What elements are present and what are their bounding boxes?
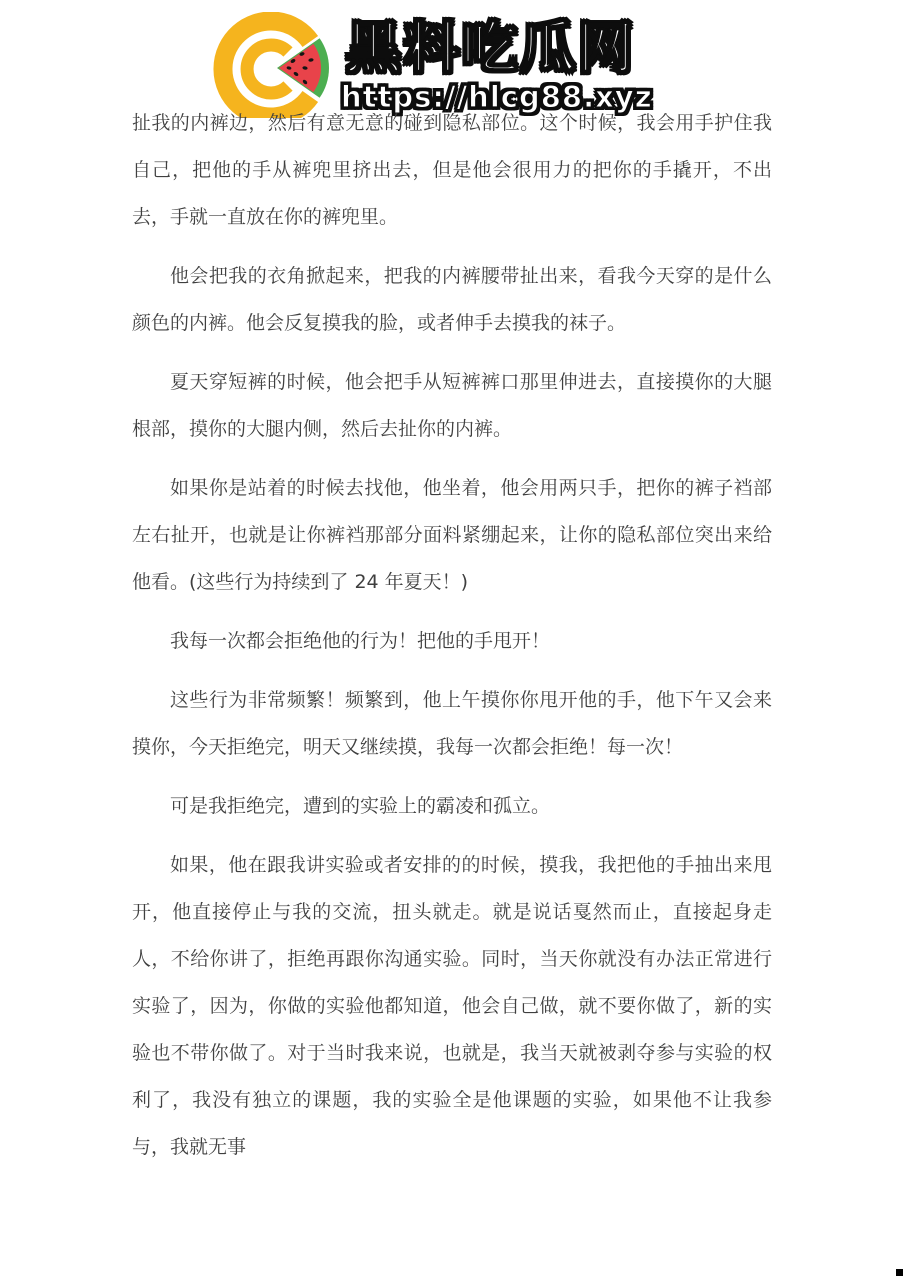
corner-artifact-dot — [896, 1269, 903, 1276]
paragraph: 可是我拒绝完，遭到的实验上的霸凌和孤立。 — [170, 795, 551, 817]
paragraph: 如果你是站着的时候去找他，他坐着，他会用两只手，把你的裤子裆部左右扯开，也就是让你裤裆那部分面料紧绷起来，让你的隐私部位突出来给他看。(这些行为持续到了 24 年夏天！) — [132, 477, 772, 593]
paragraph: 我每一次都会拒绝他的行为！把他的手甩开！ — [170, 630, 551, 652]
paragraph: 他会把我的衣角掀起来，把我的内裤腰带扯出来，看我今天穿的是什么颜色的内裤。他会反复摸我的脸，或者伸手去摸我的袜子。 — [132, 265, 772, 334]
site-url-text: https://hlcg88.xyz — [341, 80, 653, 114]
paragraph: 夏天穿短裤的时候，他会把手从短裤裤口那里伸进去，直接摸你的大腿根部，摸你的大腿内侧，然后去扯你的内裤。 — [132, 371, 772, 440]
paragraph: 如果，他在跟我讲实验或者安排的的时候，摸我，我把他的手抽出来甩开，他直接停止与我的交流，扭头就走。就是说话戛然而止，直接起身走人，不给你讲了，拒绝再跟你沟通实验。同时，当天你就没有办法正常进行实验了，因为，你做的实验他都知道，他会自己做，就不要你做了，新的实验也不带你做了。对于当时我来说，也就是，我当天就被剥夺参与实验的权利了，我没有独立的课题，我的实验全是他课题的实验，如果他不让我参与，我就无事 — [132, 854, 772, 1158]
paragraph: 这些行为非常频繁！频繁到，他上午摸你你甩开他的手，他下午又会来摸你，今天拒绝完，明天又继续摸，我每一次都会拒绝！每一次！ — [132, 689, 772, 758]
paragraph: 扯我的内裤边，然后有意无意的碰到隐私部位。这个时候，我会用手护住我自己，把他的手从裤兜里挤出去，但是他会很用力的把你的手撬开，不出去，手就一直放在你的裤兜里。 — [132, 112, 772, 228]
article-body — [132, 100, 772, 1183]
site-title: 黑料吃瓜网 — [346, 16, 637, 80]
